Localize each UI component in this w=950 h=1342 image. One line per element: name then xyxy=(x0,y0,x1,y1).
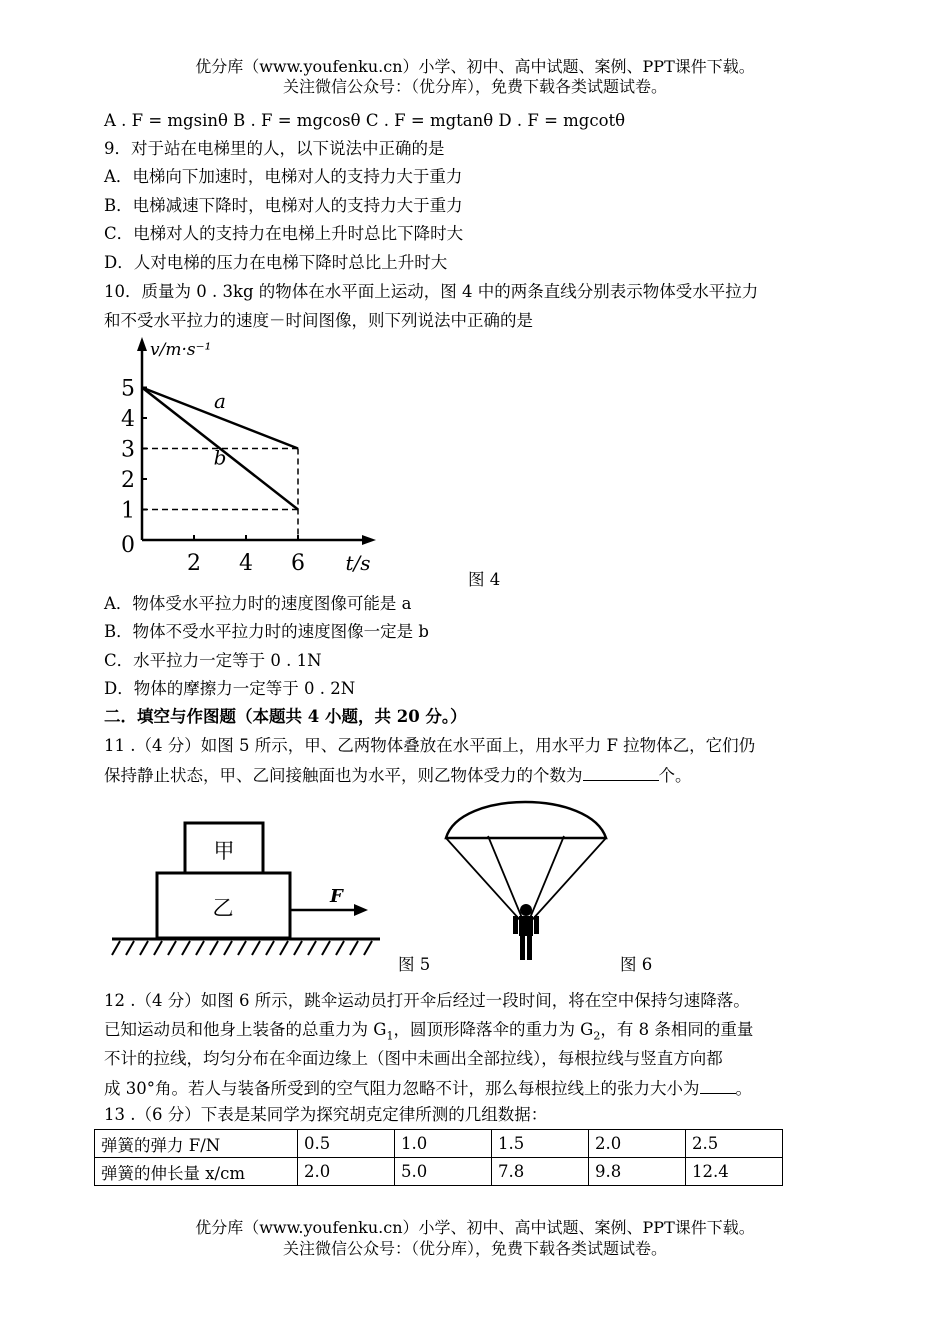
table-cell: 1.5 xyxy=(492,1130,589,1158)
table-row xyxy=(95,1158,783,1186)
q9-stem: 9．对于站在电梯里的人，以下说法中正确的是 xyxy=(104,139,445,158)
q12-line-4-text: 成 30°角。若人与装备所受到的空气阻力忽略不计，那么每根拉线上的张力大小为 xyxy=(104,1079,700,1098)
footer-line-2: 关注微信公众号：（优分库），免费下载各类试题试卷。 xyxy=(282,1239,667,1258)
q10-option-a: A．物体受水平拉力时的速度图像可能是 a xyxy=(104,594,412,613)
x-tick-label: 4 xyxy=(239,551,253,576)
series-label-a: a xyxy=(214,389,226,413)
figure-5-caption: 图 5 xyxy=(398,955,431,974)
q11-line-2 xyxy=(104,764,692,787)
figure-5-blocks xyxy=(110,818,390,963)
q9-option-d: D．人对电梯的压力在电梯下降时总比上升时大 xyxy=(104,253,448,272)
q8-options: A . F = mgsinθ B . F = mgcosθ C . F = mgtanθ D . F = mgcotθ xyxy=(104,111,626,130)
q10-option-b: B．物体不受水平拉力时的速度图像一定是 b xyxy=(104,622,429,641)
figure-6-parachute xyxy=(440,790,615,965)
q9-option-a: A．电梯向下加速时，电梯对人的支持力大于重力 xyxy=(104,167,463,186)
q10-option-d: D．物体的摩擦力一定等于 0 . 2N xyxy=(104,679,356,698)
q10-option-c: C．水平拉力一定等于 0 . 1N xyxy=(104,651,322,670)
q12-line-2-part-a: 已知运动员和他身上装备的总重力为 G xyxy=(104,1020,387,1039)
table-row-label: 弹簧的伸长量 x/cm xyxy=(95,1158,298,1186)
table-cell: 0.5 xyxy=(298,1130,395,1158)
table-cell: 12.4 xyxy=(686,1158,783,1186)
q12-line-3: 不计的拉线，均匀分布在伞面边缘上（图中未画出全部拉线），每根拉线与竖直方向都 xyxy=(104,1049,723,1068)
table-cell: 5.0 xyxy=(395,1158,492,1186)
q12-line-2 xyxy=(104,1019,753,1047)
x-tick-label: 6 xyxy=(291,551,305,576)
y-axis-arrow xyxy=(137,337,147,351)
q12-line-4-suffix: 。 xyxy=(735,1079,752,1098)
q12-line-2-part-b: ，圆顶形降落伞的重力为 G xyxy=(393,1020,594,1039)
figure-4-vt-graph xyxy=(110,335,460,580)
q11-line-1: 11 .（4 分）如图 5 所示，甲、乙两物体叠放在水平面上，用水平力 F 拉物体乙，它们仍 xyxy=(104,736,756,755)
q11-answer-blank[interactable] xyxy=(583,764,659,781)
figure-6-caption: 图 6 xyxy=(620,955,653,974)
ground-hatching xyxy=(112,941,372,955)
table-cell: 7.8 xyxy=(492,1158,589,1186)
q12-answer-blank[interactable] xyxy=(700,1077,736,1094)
q11-line-2-suffix: 个。 xyxy=(658,766,692,785)
q9-option-c: C．电梯对人的支持力在电梯上升时总比下降时大 xyxy=(104,224,464,243)
y-tick-label: 3 xyxy=(121,437,135,463)
hooke-data-table xyxy=(94,1129,783,1186)
header-line-2: 关注微信公众号：（优分库），免费下载各类试题试卷。 xyxy=(282,77,667,96)
y-tick-label: 4 xyxy=(121,407,135,432)
table-cell: 9.8 xyxy=(589,1158,686,1186)
origin-label: 0 xyxy=(121,533,135,558)
q13-stem: 13 .（6 分）下表是某同学为探究胡克定律所测的几组数据： xyxy=(104,1105,548,1124)
q10-stem-line-1: 10．质量为 0 . 3kg 的物体在水平面上运动，图 4 中的两条直线分别表示物体受水平拉力 xyxy=(104,282,759,301)
block-jia-label: 甲 xyxy=(213,839,235,863)
figure-4-caption: 图 4 xyxy=(468,570,501,589)
q12-line-2-part-c: ，有 8 条相同的重量 xyxy=(600,1020,754,1039)
q12-line-1: 12 .（4 分）如图 6 所示，跳伞运动员打开伞后经过一段时间，将在空中保持匀速降落。 xyxy=(104,991,750,1010)
q12-g1-subscript: 1 xyxy=(386,1029,394,1043)
q10-stem-line-2: 和不受水平拉力的速度－时间图像，则下列说法中正确的是 xyxy=(104,311,533,330)
q12-g2-subscript: 2 xyxy=(593,1029,601,1043)
footer-line-1: 优分库（www.youfenku.cn）小学、初中、高中试题、案例、PPT课件下载。 xyxy=(195,1218,755,1237)
q11-line-2-text: 保持静止状态，甲、乙间接触面也为水平，则乙物体受力的个数为 xyxy=(104,766,583,785)
force-arrow-head xyxy=(354,904,368,916)
x-axis-label: t/s xyxy=(345,551,371,575)
series-label-b: b xyxy=(213,445,227,470)
y-tick-label: 1 xyxy=(121,498,135,524)
y-axis-label: v/m·s⁻¹ xyxy=(150,340,212,360)
section-2-title: 二．填空与作图题（本题共 4 小题，共 20 分。） xyxy=(104,707,467,726)
table-row-label: 弹簧的弹力 F/N xyxy=(95,1130,298,1158)
table-cell: 2.0 xyxy=(589,1130,686,1158)
parachutist-figure xyxy=(513,904,539,960)
q9-option-b: B．电梯减速下降时，电梯对人的支持力大于重力 xyxy=(104,196,463,215)
x-axis-arrow xyxy=(362,535,376,545)
q12-line-4 xyxy=(104,1077,752,1100)
header-line-1: 优分库（www.youfenku.cn）小学、初中、高中试题、案例、PPT课件下载。 xyxy=(195,57,755,76)
block-yi-label: 乙 xyxy=(212,896,234,920)
table-cell: 2.5 xyxy=(686,1130,783,1158)
force-label: F xyxy=(330,886,343,907)
table-cell: 1.0 xyxy=(395,1130,492,1158)
table-cell: 2.0 xyxy=(298,1158,395,1186)
canopy xyxy=(446,802,606,838)
y-tick-label: 2 xyxy=(121,468,135,493)
x-tick-label: 2 xyxy=(187,551,201,576)
table-row xyxy=(95,1130,783,1158)
y-tick-label: 5 xyxy=(121,376,135,402)
